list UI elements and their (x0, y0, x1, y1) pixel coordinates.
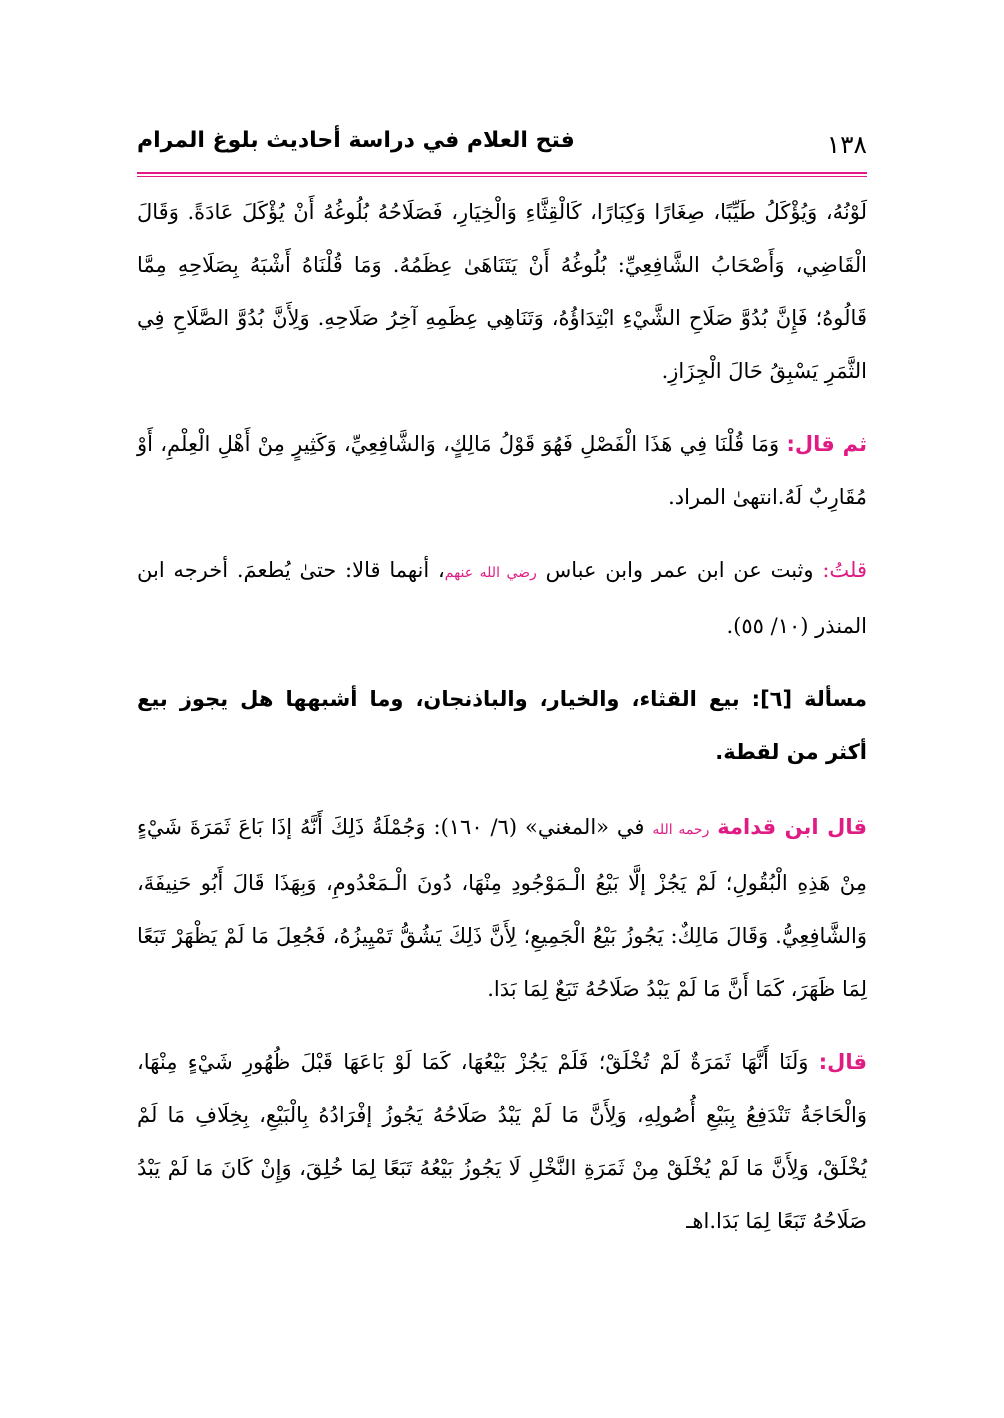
honorific-glyph: رضي الله عنهم (444, 565, 537, 581)
issue-heading: مسألة [٦]: بيع القثاء، والخيار، والباذنجان، وما أشبهها هل يجوز بيع أكثر من لقطة. (137, 687, 867, 764)
paragraph-2-text: وَمَا قُلْنَا فِي هَذَا الْفَصْلِ فَهُوَ قَوْلُ مَالِكٍ، وَالشَّافِعِيِّ، وَكَثِيرٍ مِنْ أَهْلِ الْعِلْمِ، أَوْ مُقَارِبٌ لَهُ.انتهىٰ المراد. (137, 432, 867, 509)
qala-label: قال: (818, 1050, 867, 1074)
page-number: ١٣٨ (826, 130, 867, 159)
honorific-glyph-2: رحمه الله (652, 822, 710, 838)
paragraph-3 (137, 544, 867, 653)
paragraph-3-text-a: وثبت عن ابن عمر وابن عباس (536, 558, 823, 582)
paragraph-5-text: وَلَنَا أَنَّهَا ثَمَرَةٌ لَمْ تُخْلَقْ؛ فَلَمْ يَجُزْ بَيْعُهَا، كَمَا لَوْ بَاعَهَا قَبْلَ ظُهُورِ شَيْءٍ مِنْهَا، وَالْحَاجَةُ تَنْدَفِعُ بِبَيْعِ أُصُولِهِ، وَلِأَنَّ مَا لَمْ يَبْدُ صَلَاحُهُ يَجُوزُ إفْرَادُهُ بِالْبَيْعِ، بِخِلَافِ مَا لَمْ يُخْلَقْ، وَلِأَنَّ مَا لَمْ يُخْلَقْ مِنْ ثَمَرَةِ النَّخْلِ لَا يَجُوزُ بَيْعُهُ تَبَعًا لِمَا خُلِقَ، وَإِنْ كَانَ مَا لَمْ يَبْدُ صَلَاحُهُ تَبَعًا لِمَا بَدَا.اهـ (137, 1050, 867, 1233)
header-rule (137, 172, 867, 174)
running-title: فتح العلام في دراسة أحاديث بلوغ المرام (137, 128, 575, 153)
body-text (137, 186, 867, 1254)
author-label: قال ابن قدامة (717, 815, 867, 839)
paragraph-1: لَوْنُهُ، وَيُؤْكَلُ طَيِّبًا، صِغَارًا وَكِبَارًا، كَالْقِثَّاءِ وَالْخِيَارِ، فَصَلَاحُهُ بُلُوغُهُ أَنْ يُؤْكَلَ عَادَةً. وَقَالَ الْقَاضِي، وَأَصْحَابُ الشَّافِعِيِّ: بُلُوغُهُ أَنْ يَتَنَاهَىٰ عِظَمُهُ. وَمَا قُلْنَاهُ أَشْبَهُ بِصَلَاحِهِ مِمَّا قَالُوهُ؛ فَإِنَّ بُدُوَّ صَلَاحِ الشَّيْءِ ابْتِدَاؤُهُ، وَتَنَاهِي عِظَمِهِ آخِرُ صَلَاحِهِ. وَلِأَنَّ بُدُوَّ الصَّلَاحِ فِي الثَّمَرِ يَسْبِقُ حَالَ الْجِزَازِ. (137, 200, 867, 383)
page-header (137, 128, 867, 172)
paragraph-5 (137, 1036, 867, 1248)
header-rule-thin (137, 176, 867, 177)
paragraph-2 (137, 418, 867, 524)
speaker-label: ثم قال: (786, 432, 867, 456)
qultu-label: قلتُ: (822, 558, 867, 582)
paragraph-4 (137, 801, 867, 1016)
paragraph-3-text-b: ، أنهما قالا: حتىٰ يُطعمَ. أخرجه ابن المنذر (١٠/ ٥٥). (137, 558, 867, 638)
paragraph-4-text: في «المغني» (٦/ ١٦٠): وَجُمْلَةُ ذَلِكَ أَنَّهُ إذَا بَاعَ ثَمَرَةَ شَيْءٍ مِنْ هَذِهِ الْبُقُولِ؛ لَمْ يَجُزْ إلَّا بَيْعُ الْـمَوْجُودِ مِنْهَا، دُونَ الْـمَعْدُومِ، وَبِهَذَا قَالَ أَبُو حَنِيفَةَ، وَالشَّافِعِيُّ. وَقَالَ مَالِكٌ: يَجُوزُ بَيْعُ الْجَمِيعِ؛ لِأَنَّ ذَلِكَ يَشُقُّ تَمْيِيزُهُ، فَجُعِلَ مَا لَمْ يَظْهَرْ تَبَعًا لِمَا ظَهَرَ، كَمَا أَنَّ مَا لَمْ يَبْدُ صَلَاحُهُ تَبَعٌ لِمَا بَدَا. (137, 815, 867, 1001)
